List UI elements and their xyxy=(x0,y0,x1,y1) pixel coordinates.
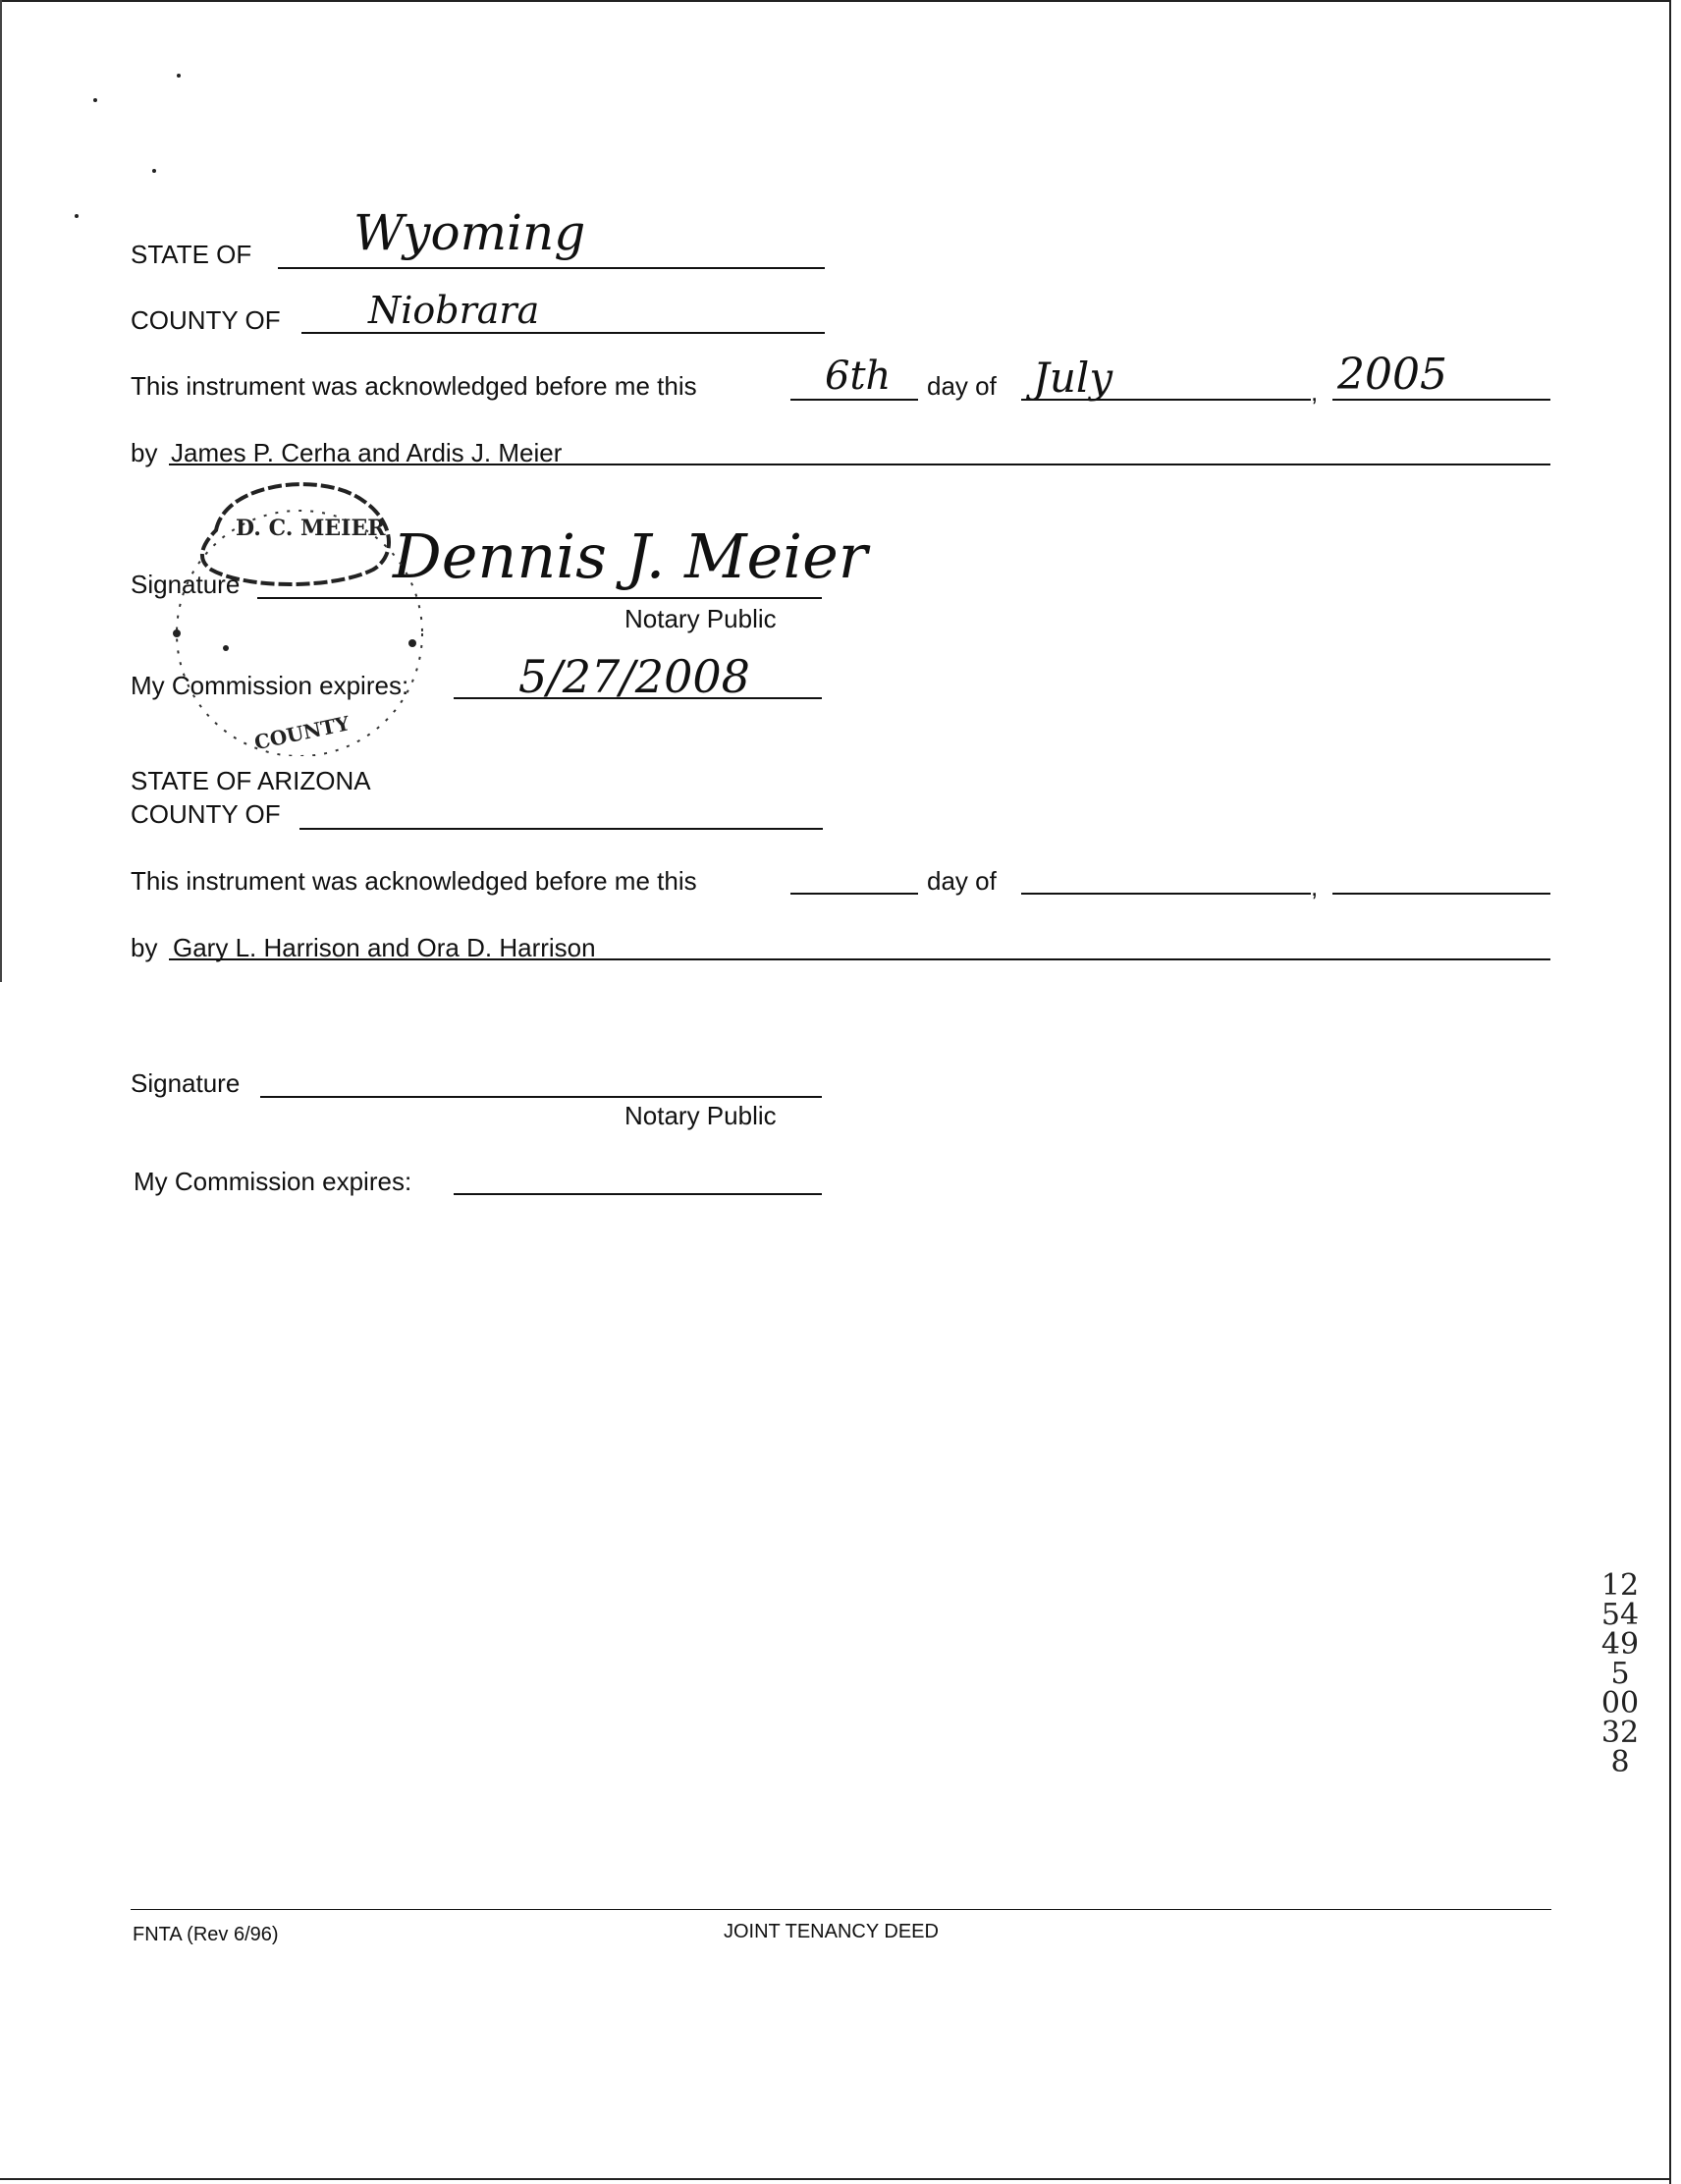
day-of-label: day of xyxy=(927,371,997,401)
by-names-2: Gary L. Harrison and Ora D. Harrison xyxy=(173,933,596,962)
county-label-2: COUNTY OF xyxy=(131,799,281,829)
day-line xyxy=(790,399,918,401)
scan-speck xyxy=(152,169,156,173)
scan-speck xyxy=(75,214,79,218)
recording-number: 1254 495 00328 xyxy=(1600,1568,1640,1779)
month-value-handwritten: July xyxy=(1033,354,1113,402)
notary-public-label: Notary Public xyxy=(624,604,777,633)
footer-rule xyxy=(131,1909,1551,1910)
form-id: FNTA (Rev 6/96) xyxy=(133,1924,279,1945)
signature-label: Signature xyxy=(131,570,241,599)
year-value-handwritten: 2005 xyxy=(1337,350,1447,400)
ack-text: This instrument was acknowledged before me this xyxy=(131,371,697,401)
commission-label-2: My Commission expires: xyxy=(134,1167,412,1196)
ack-text-2: This instrument was acknowledged before me this xyxy=(131,866,697,896)
notary-signature-handwritten: Dennis J. Meier xyxy=(393,520,868,592)
notary-public-label-2: Notary Public xyxy=(624,1101,777,1130)
county-line xyxy=(301,332,825,334)
scan-speck xyxy=(177,74,181,78)
by-line-2 xyxy=(169,958,1550,960)
page-border-right xyxy=(1669,0,1671,2184)
notary-seal-svg xyxy=(167,462,432,756)
comma: , xyxy=(1311,377,1319,407)
page-border-bottom xyxy=(0,2178,1671,2180)
seal-bottom-text: COUNTY xyxy=(251,711,352,755)
county-label: COUNTY OF xyxy=(131,305,281,335)
scan-speck xyxy=(93,98,97,102)
day-line-2 xyxy=(790,893,918,895)
seal-top-text: D. C. MEIER xyxy=(236,516,386,541)
by-label-2: by xyxy=(131,933,158,962)
state-arizona-label: STATE OF ARIZONA xyxy=(131,766,371,795)
by-names: James P. Cerha and Ardis J. Meier xyxy=(171,438,563,467)
commission-value-handwritten: 5/27/2008 xyxy=(518,650,750,703)
comma-2: , xyxy=(1311,872,1319,901)
day-of-label-2: day of xyxy=(927,866,997,896)
year-line-2 xyxy=(1332,893,1550,895)
page-border-top xyxy=(0,0,1671,2)
county-value-handwritten: Niobrara xyxy=(368,289,540,332)
page-border-left xyxy=(0,0,2,982)
month-line-2 xyxy=(1021,893,1311,895)
signature-line-2 xyxy=(260,1096,822,1098)
county-line-2 xyxy=(299,828,823,830)
notary-seal-stamp xyxy=(167,462,432,756)
document-title: JOINT TENANCY DEED xyxy=(724,1921,939,1942)
day-value-handwritten: 6th xyxy=(825,354,892,399)
commission-label: My Commission expires: xyxy=(131,671,409,700)
signature-label-2: Signature xyxy=(131,1068,241,1098)
state-line xyxy=(278,267,825,269)
state-value-handwritten: Wyoming xyxy=(353,204,586,261)
state-label: STATE OF xyxy=(131,240,252,269)
commission-line-2 xyxy=(454,1193,822,1195)
by-label: by xyxy=(131,438,158,467)
